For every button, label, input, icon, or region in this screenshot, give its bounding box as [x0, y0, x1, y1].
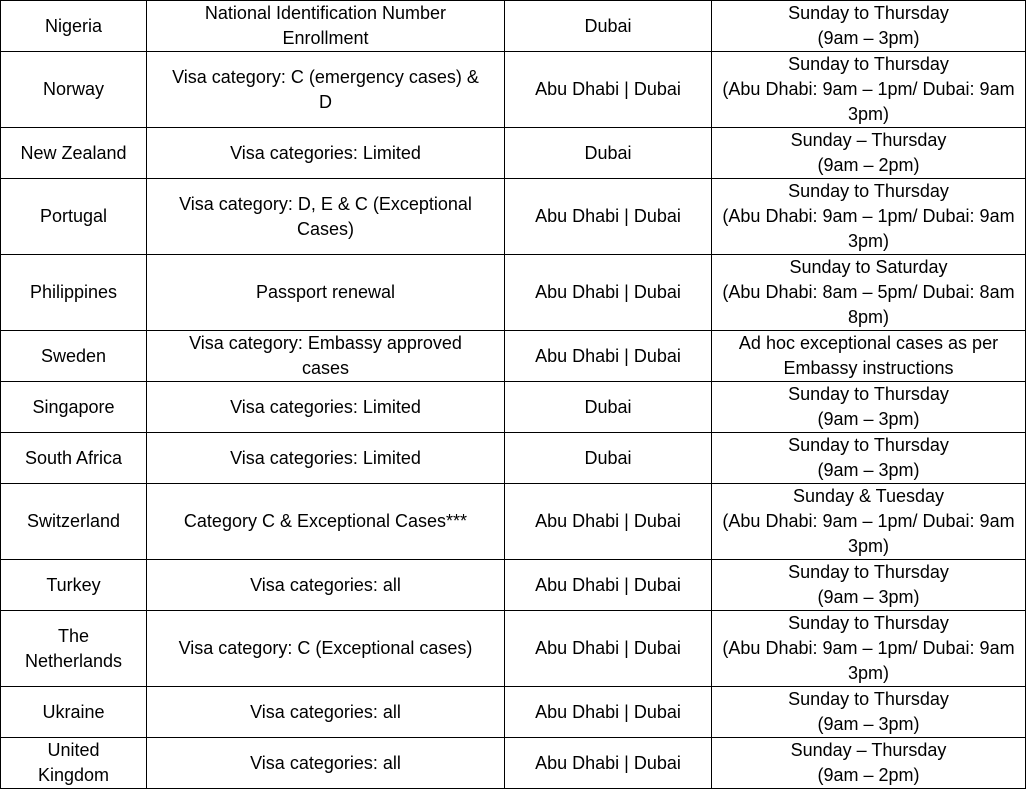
services-cell	[147, 128, 505, 179]
table-row	[1, 1, 1026, 52]
timings-cell	[712, 255, 1026, 331]
cell-text-line: Netherlands	[24, 650, 123, 671]
cell-text-line: Sunday to Thursday	[788, 384, 949, 404]
cell-text: Dubai	[584, 396, 632, 417]
cell-text-line: Visa categories: all	[250, 701, 401, 722]
cell-text-line: Sunday to Thursday	[788, 3, 949, 23]
cell-text-line: (Abu Dhabi: 9am – 1pm/ Dubai: 9am	[722, 511, 1015, 531]
cell-text: Abu Dhabi | Dubai	[535, 574, 681, 595]
services-cell	[147, 484, 505, 560]
services-cell	[147, 255, 505, 331]
cell-text-line: (9am – 2pm)	[817, 155, 920, 175]
cell-text-line: Nigeria	[44, 15, 103, 36]
locations-cell	[505, 433, 712, 484]
cell-text: Dubai	[584, 15, 632, 36]
country-cell	[1, 382, 147, 433]
country-cell	[1, 484, 147, 560]
services-cell	[147, 687, 505, 738]
cell-text-line: Sunday to Thursday	[788, 181, 949, 201]
services-cell	[147, 52, 505, 128]
cell-text-line: South Africa	[24, 447, 123, 468]
country-cell	[1, 255, 147, 331]
cell-text-line: Sunday – Thursday	[790, 130, 947, 150]
services-cell	[147, 560, 505, 611]
cell-text-line: Ad hoc exceptional cases as per	[738, 333, 999, 353]
services-cell	[147, 1, 505, 52]
table-row	[1, 687, 1026, 738]
cell-text-line: Passport renewal	[255, 282, 396, 302]
cell-text-line: Cases)	[296, 218, 354, 239]
cell-text: Abu Dhabi | Dubai	[535, 701, 681, 722]
cell-text-line: Visa category: C (emergency cases) &	[172, 66, 479, 87]
cell-text-line: Visa categories: all	[250, 574, 401, 595]
table-row	[1, 738, 1026, 789]
cell-text: Abu Dhabi | Dubai	[535, 206, 681, 226]
locations-cell	[505, 331, 712, 382]
cell-text: Abu Dhabi | Dubai	[535, 345, 681, 366]
timings-cell	[712, 179, 1026, 255]
cell-text-line: Sunday & Tuesday	[792, 486, 945, 506]
cell-text: Dubai	[584, 142, 632, 163]
timings-cell	[712, 52, 1026, 128]
cell-text-line: (Abu Dhabi: 9am – 1pm/ Dubai: 9am	[722, 79, 1015, 99]
cell-text-line: Embassy instructions	[783, 358, 954, 378]
cell-text-line: Visa categories: all	[250, 752, 401, 773]
cell-text-line: Switzerland	[26, 511, 121, 531]
cell-text-line: Visa category: C (Exceptional cases)	[178, 638, 473, 658]
cell-text-line: Visa categories: Limited	[230, 142, 421, 163]
cell-text: Abu Dhabi | Dubai	[535, 752, 681, 773]
cell-text-line: Sweden	[40, 345, 107, 366]
country-cell	[1, 128, 147, 179]
locations-cell	[505, 382, 712, 433]
services-cell	[147, 179, 505, 255]
cell-text-line: United	[47, 740, 100, 760]
timings-cell	[712, 128, 1026, 179]
cell-text-line: (9am – 3pm)	[817, 460, 920, 480]
table-row	[1, 433, 1026, 484]
table-row	[1, 52, 1026, 128]
cell-text-line: Sunday to Saturday	[789, 257, 948, 277]
country-cell	[1, 179, 147, 255]
cell-text-line: Ukraine	[42, 701, 105, 722]
cell-text-line: Singapore	[32, 396, 115, 417]
cell-text-line: (9am – 3pm)	[817, 714, 920, 734]
timings-cell	[712, 484, 1026, 560]
services-cell	[147, 331, 505, 382]
country-cell	[1, 611, 147, 687]
locations-cell	[505, 128, 712, 179]
services-cell	[147, 611, 505, 687]
locations-cell	[505, 687, 712, 738]
cell-text-line: Visa category: D, E & C (Exceptional	[179, 193, 472, 214]
cell-text: Abu Dhabi | Dubai	[535, 511, 681, 531]
cell-text-line: Sunday to Thursday	[788, 613, 949, 633]
cell-text-line: Sunday to Thursday	[788, 689, 949, 709]
timings-cell	[712, 738, 1026, 789]
country-cell	[1, 433, 147, 484]
locations-cell	[505, 738, 712, 789]
cell-text-line: Category C & Exceptional Cases***	[183, 511, 468, 531]
cell-text-line: (9am – 3pm)	[817, 587, 920, 607]
cell-text-line: 8pm)	[847, 307, 889, 327]
country-cell	[1, 687, 147, 738]
cell-text-line: 3pm)	[847, 536, 889, 556]
cell-text-line: (9am – 2pm)	[817, 765, 920, 785]
cell-text-line: Sunday to Thursday	[788, 435, 949, 455]
timings-cell	[712, 611, 1026, 687]
table-row	[1, 611, 1026, 687]
cell-text-line: Sunday to Thursday	[788, 54, 949, 74]
locations-cell	[505, 255, 712, 331]
cell-text-line: National Identification Number	[204, 3, 447, 23]
timings-cell	[712, 433, 1026, 484]
locations-cell	[505, 484, 712, 560]
cell-text-line: (Abu Dhabi: 8am – 5pm/ Dubai: 8am	[722, 282, 1015, 302]
locations-cell	[505, 611, 712, 687]
locations-cell	[505, 179, 712, 255]
cell-text-line: Visa category: Embassy approved	[189, 333, 462, 353]
cell-text-line: (9am – 3pm)	[817, 409, 920, 429]
country-cell	[1, 738, 147, 789]
cell-text-line: (Abu Dhabi: 9am – 1pm/ Dubai: 9am	[722, 206, 1015, 226]
locations-cell	[505, 52, 712, 128]
cell-text-line: 3pm)	[847, 231, 889, 251]
cell-text-line: cases	[301, 358, 350, 378]
cell-text: Dubai	[584, 447, 632, 468]
cell-text-line: Philippines	[29, 282, 118, 302]
table-row	[1, 331, 1026, 382]
country-cell	[1, 560, 147, 611]
table-row	[1, 255, 1026, 331]
cell-text-line: (9am – 3pm)	[817, 28, 920, 48]
cell-text-line: Portugal	[39, 206, 108, 226]
services-cell	[147, 382, 505, 433]
timings-cell	[712, 687, 1026, 738]
cell-text-line: Visa categories: Limited	[230, 447, 421, 468]
cell-text-line: New Zealand	[20, 142, 127, 163]
cell-text-line: Visa categories: Limited	[230, 396, 421, 417]
table-row	[1, 484, 1026, 560]
cell-text-line: 3pm)	[847, 663, 889, 683]
table-row	[1, 179, 1026, 255]
timings-cell	[712, 560, 1026, 611]
cell-text-line: Sunday to Thursday	[788, 562, 949, 582]
country-cell	[1, 52, 147, 128]
timings-cell	[712, 382, 1026, 433]
cell-text: Abu Dhabi | Dubai	[535, 79, 681, 99]
country-cell	[1, 1, 147, 52]
cell-text-line: Turkey	[46, 574, 101, 595]
locations-cell	[505, 560, 712, 611]
cell-text-line: 3pm)	[847, 104, 889, 124]
table-body	[1, 1, 1026, 789]
cell-text-line: The	[57, 625, 90, 646]
services-cell	[147, 433, 505, 484]
table-row	[1, 560, 1026, 611]
services-cell	[147, 738, 505, 789]
cell-text: Abu Dhabi | Dubai	[535, 638, 681, 658]
locations-cell	[505, 1, 712, 52]
cell-text-line: D	[319, 91, 332, 112]
cell-text-line: Norway	[42, 79, 104, 99]
cell-text-line: Kingdom	[37, 765, 110, 785]
table-row	[1, 128, 1026, 179]
cell-text-line: Enrollment	[282, 28, 369, 48]
country-cell	[1, 331, 147, 382]
table-row	[1, 382, 1026, 433]
cell-text: Abu Dhabi | Dubai	[535, 282, 681, 302]
timings-cell	[712, 331, 1026, 382]
cell-text-line: (Abu Dhabi: 9am – 1pm/ Dubai: 9am	[722, 638, 1015, 658]
timings-cell	[712, 1, 1026, 52]
cell-text-line: Sunday – Thursday	[790, 740, 947, 760]
